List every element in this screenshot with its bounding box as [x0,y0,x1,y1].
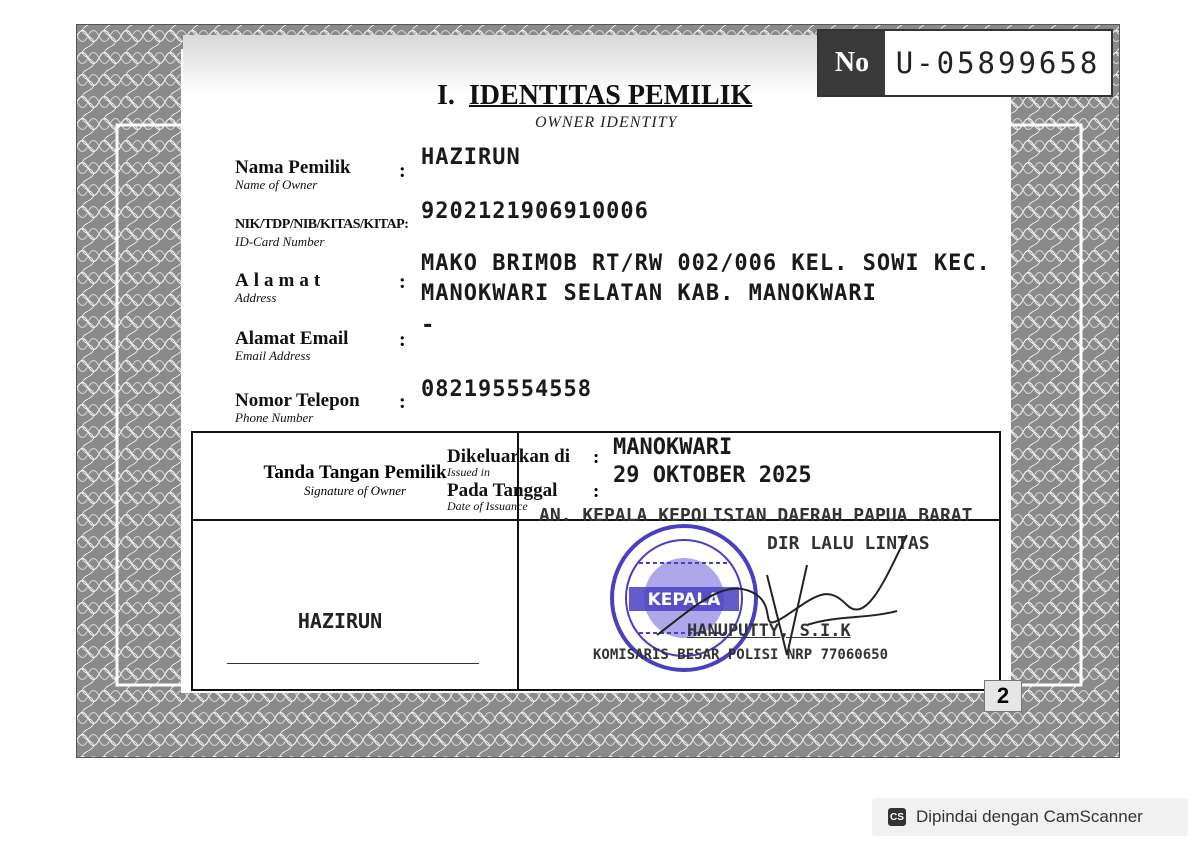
colon: : [593,447,600,468]
document-number-label: No [819,31,885,95]
nik-sublabel: ID-Card Number [235,234,325,249]
stamp-text: KEPALA [647,590,721,610]
owner-name-value: HAZIRUN [421,145,521,170]
issue-date-label-text: Pada Tanggal [447,480,558,501]
scanner-watermark-text: Dipindai dengan CamScanner [916,807,1143,826]
address-label [235,271,325,304]
official-name: HANUPUTTY, S.I.K [687,621,851,641]
owner-signature-line [227,663,479,664]
owner-name-sublabel: Name of Owner [235,177,318,192]
phone-value: 082195554558 [421,377,592,402]
issue-date-sublabel: Date of Issuance [447,499,528,513]
section-title-text: IDENTITAS PEMILIK [468,80,753,111]
address-label-text: Alamat [235,270,326,291]
issued-in-sublabel: Issued in [447,465,490,479]
section-subtitle: OWNER IDENTITY [535,114,678,131]
camscanner-icon: CS [888,808,906,826]
email-label-text: Alamat Email [235,328,349,349]
phone-label-text: Nomor Telepon [235,390,360,411]
colon: : [399,391,406,413]
nik-label-text: NIK/TDP/NIB/KITAS/KITAP: [235,217,409,232]
address-line-2: MANOKWARI SELATAN KAB. MANOKWARI [421,281,877,306]
authority-line-1: AN. KEPALA KEPOLISIAN DAERAH PAPUA BARAT [539,505,973,526]
official-rank: KOMISARIS BESAR POLISI NRP 77060650 [593,647,889,663]
address-sublabel: Address [235,290,277,305]
issue-date-value: 29 OKTOBER 2025 [613,463,812,488]
owner-signature-label: Tanda Tangan Pemilik [263,462,447,483]
authority-line-2: DIR LALU LINTAS [767,533,930,554]
email-sublabel: Email Address [235,348,311,363]
owner-name-label [235,158,351,191]
owner-name-label-text: Nama Pemilik [235,157,351,178]
nik-label [235,215,408,248]
phone-sublabel: Phone Number [235,410,314,425]
email-value: - [421,313,436,338]
phone-label [235,391,360,424]
nik-value: 9202121906910006 [421,199,649,224]
email-label [235,329,348,362]
colon: : [399,329,406,351]
colon: : [399,160,406,182]
bpkb-document-page [76,24,1120,758]
scanner-watermark [872,798,1188,836]
owner-signature-name: HAZIRUN [297,609,383,633]
document-number-box [817,29,1113,97]
issued-in-label-text: Dikeluarkan di [447,446,571,467]
owner-signature-sublabel: Signature of Owner [303,483,407,498]
issued-in-value: MANOKWARI [613,435,733,460]
colon: : [593,481,600,502]
colon: : [399,271,406,293]
section-number: I. [437,80,455,111]
issued-in-label [447,447,570,478]
page-number: 2 [984,680,1022,712]
document-number-value: U-05899658 [895,46,1101,80]
official-signature-icon [637,515,937,665]
section-title [437,80,752,112]
address-line-1: MAKO BRIMOB RT/RW 002/006 KEL. SOWI KEC. [421,251,991,276]
